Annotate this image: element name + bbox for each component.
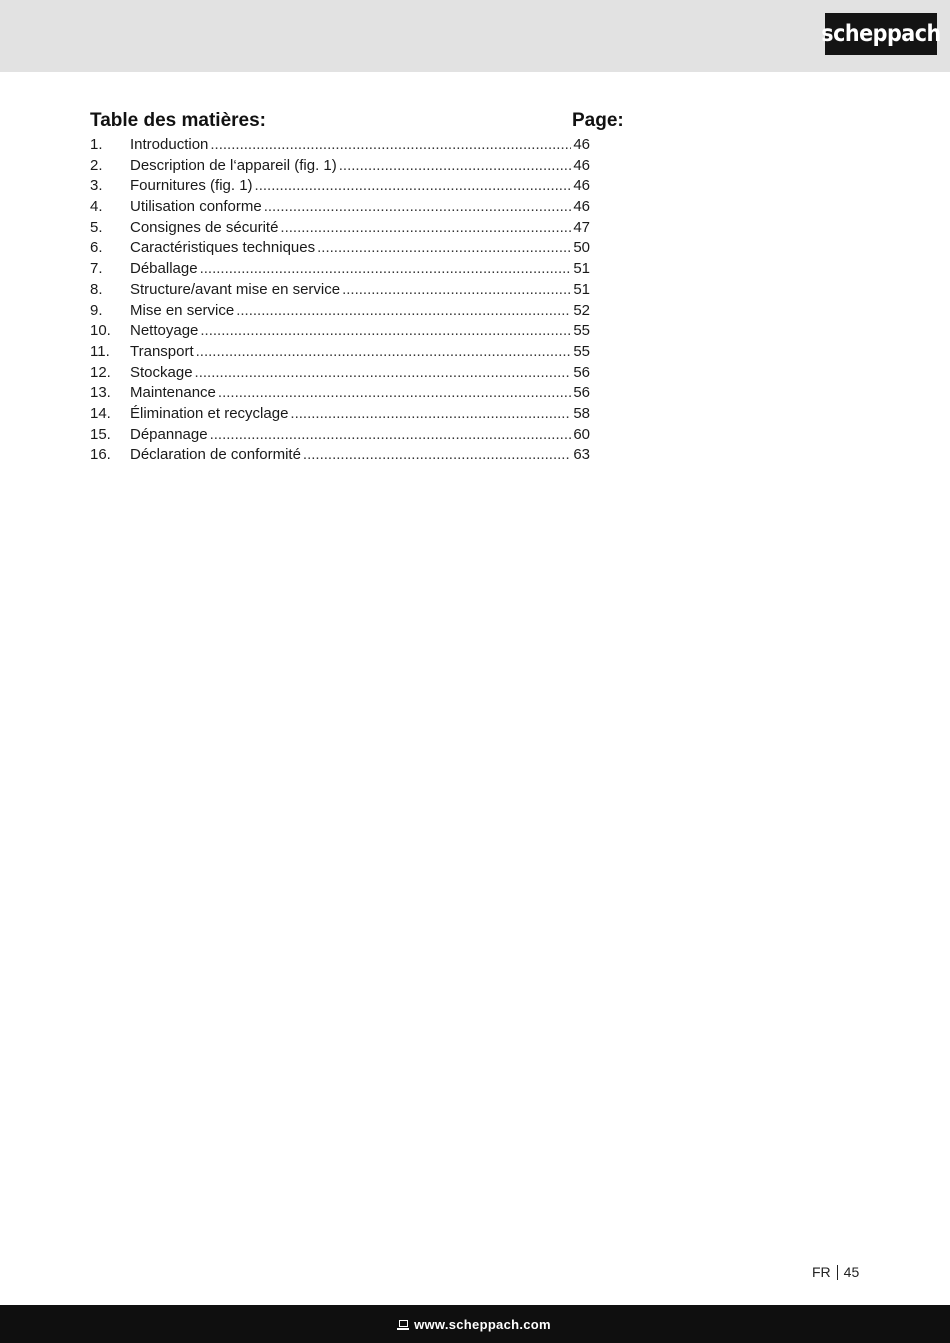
toc-entry-page: 56 <box>573 363 590 381</box>
brand-logo <box>821 13 941 55</box>
toc-entry[interactable] <box>90 135 590 156</box>
toc-entry-number: 4. <box>90 198 103 216</box>
toc-entry-label: Description de l‘appareil (fig. 1) <box>130 156 337 174</box>
brand-logo-text: scheppach <box>821 21 941 47</box>
toc-dot-leader <box>200 259 572 280</box>
toc-dot-leader <box>210 135 571 156</box>
toc-entry[interactable] <box>90 425 590 446</box>
toc-entry-number: 12. <box>90 363 111 381</box>
toc-entry-number: 8. <box>90 280 103 298</box>
header-band <box>0 0 950 72</box>
toc-dot-leader <box>280 218 571 239</box>
toc-entry-number: 9. <box>90 301 103 319</box>
toc-entry-label: Stockage <box>130 363 193 381</box>
toc-entry-number: 5. <box>90 218 103 236</box>
toc-entry-label: Caractéristiques techniques <box>130 239 316 257</box>
toc-dot-leader <box>303 445 571 466</box>
toc-page-heading: Page: <box>572 110 624 131</box>
toc-entry-page: 46 <box>573 198 590 216</box>
toc-dot-leader <box>339 156 572 177</box>
toc-entry[interactable] <box>90 197 590 218</box>
toc-entry-page: 50 <box>573 239 590 257</box>
toc-entry-label: Dépannage <box>130 425 208 443</box>
toc-entry[interactable] <box>90 445 590 466</box>
toc-entry-page: 60 <box>573 425 590 443</box>
toc-dot-leader <box>236 301 571 322</box>
toc-entry-label: Utilisation conforme <box>130 198 262 216</box>
toc-list <box>90 135 590 466</box>
toc-entry-label: Nettoyage <box>130 322 199 340</box>
toc-entry[interactable] <box>90 404 590 425</box>
toc-header <box>90 110 625 136</box>
toc-entry[interactable] <box>90 363 590 384</box>
toc-entry-label: Déballage <box>130 260 198 278</box>
toc-entry-number: 6. <box>90 239 103 257</box>
toc-entry[interactable] <box>90 383 590 404</box>
toc-entry-label: Maintenance <box>130 384 216 402</box>
toc-entry-page: 52 <box>573 301 590 319</box>
toc-title: Table des matières: <box>90 110 267 131</box>
toc-entry-number: 16. <box>90 446 111 464</box>
toc-entry-number: 14. <box>90 404 111 422</box>
toc-dot-leader <box>195 363 572 384</box>
toc-entry[interactable] <box>90 156 590 177</box>
toc-dot-leader <box>290 404 571 425</box>
toc-entry-label: Introduction <box>130 136 209 153</box>
toc-entry[interactable] <box>90 342 590 363</box>
toc-entry-label: Consignes de sécurité <box>130 218 279 236</box>
footer-band <box>0 1305 950 1343</box>
footer-page-number: 45 <box>843 1264 860 1280</box>
toc-entry-label: Fournitures (fig. 1) <box>130 177 253 195</box>
toc-entry-page: 56 <box>573 384 590 402</box>
footer-language: FR <box>812 1264 831 1280</box>
toc-entry-number: 7. <box>90 260 103 278</box>
toc-entry-label: Structure/avant mise en service <box>130 280 341 298</box>
toc-entry-label: Transport <box>130 342 194 360</box>
toc-entry[interactable] <box>90 280 590 301</box>
toc-entry-number: 15. <box>90 425 111 443</box>
toc-entry-number: 2. <box>90 156 103 174</box>
toc-entry-number: 10. <box>90 322 111 340</box>
toc-entry-number: 11. <box>90 342 110 360</box>
toc-entry-page: 47 <box>573 218 590 236</box>
toc-entry-number: 3. <box>90 177 103 195</box>
table-of-contents <box>90 110 625 464</box>
toc-entry-page: 51 <box>573 280 590 298</box>
toc-entry[interactable] <box>90 176 590 197</box>
toc-entry[interactable] <box>90 259 590 280</box>
toc-entry-page: 58 <box>573 404 590 422</box>
website-link[interactable]: www.scheppach.com <box>414 1316 551 1332</box>
toc-entry-label: Mise en service <box>130 301 235 319</box>
toc-entry-label: Élimination et recyclage <box>130 404 289 422</box>
toc-entry[interactable] <box>90 301 590 322</box>
toc-entry-page: 46 <box>573 177 590 195</box>
toc-dot-leader <box>255 176 572 197</box>
toc-dot-leader <box>264 197 572 218</box>
toc-dot-leader <box>317 238 571 259</box>
computer-icon <box>399 1320 408 1327</box>
footer-separator <box>837 1265 838 1280</box>
toc-dot-leader <box>196 342 572 363</box>
toc-entry[interactable] <box>90 218 590 239</box>
toc-entry-number: 1. <box>90 136 103 153</box>
toc-entry-page: 46 <box>573 156 590 174</box>
toc-entry[interactable] <box>90 321 590 342</box>
toc-dot-leader <box>200 321 571 342</box>
toc-entry[interactable] <box>90 238 590 259</box>
toc-entry-label: Déclaration de conformité <box>130 446 301 464</box>
toc-dot-leader <box>210 425 572 446</box>
toc-entry-page: 51 <box>573 260 590 278</box>
toc-entry-page: 55 <box>573 342 590 360</box>
toc-entry-page: 46 <box>573 136 590 153</box>
toc-entry-page: 55 <box>573 322 590 340</box>
toc-entry-number: 13. <box>90 384 111 402</box>
toc-dot-leader <box>218 383 571 404</box>
toc-dot-leader <box>342 280 571 301</box>
page-footer-number <box>812 1264 859 1280</box>
toc-entry-page: 63 <box>573 446 590 464</box>
